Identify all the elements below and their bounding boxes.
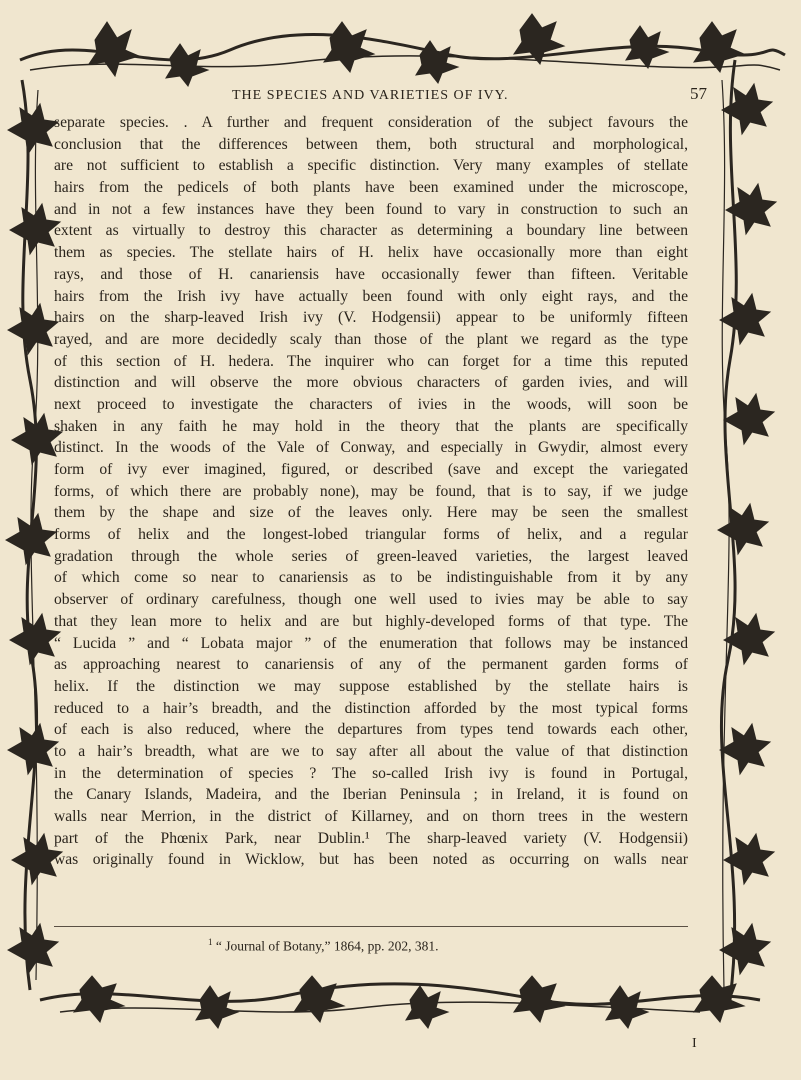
text-line: hairs from the pedicels of both plants have been examined under the microscope, — [54, 179, 688, 197]
text-line: extent as virtually to destroy this character as determining a boundary line between — [54, 222, 688, 240]
text-line: shaken in any faith he may hold in the theory that the plants are specifically — [54, 417, 688, 435]
footnote-text: “ Journal of Botany,” 1864, pp. 202, 381. — [215, 938, 439, 954]
text-line: as approaching nearest to canariensis of any of the permanent garden forms of — [54, 656, 688, 674]
footnote-marker: 1 — [208, 937, 213, 947]
text-line: forms, of which there are probably none), may be found, that is to say, if we judge — [54, 482, 688, 500]
text-line: observer of ordinary carefulness, though one well used to ivies may be able to say — [54, 591, 688, 609]
text-line: next proceed to investigate the characters of ivies in the woods, will soon be — [54, 395, 688, 413]
text-line: hairs on the sharp-leaved Irish ivy (V. Hodgensii) appear to be uniformly fifteen — [54, 309, 688, 327]
body-text — [54, 112, 688, 871]
signature-mark: I — [692, 1036, 697, 1051]
page-number: 57 — [690, 84, 707, 103]
text-line: in the determination of species ? The so-called Irish ivy is found in Portugal, — [54, 764, 688, 782]
text-line: “ Lucida ” and “ Lobata major ” of the enumeration that follows may be instanced — [54, 634, 688, 652]
footnote — [208, 937, 438, 955]
text-line: form of ivy ever imagined, figured, or described (save and except the variegated — [54, 461, 688, 478]
text-line: of which come so near to canariensis as to be indistinguishable from it by any — [54, 569, 688, 587]
text-line: that they lean more to helix and are but highly-developed forms of that type. The — [54, 612, 688, 630]
running-head: THE SPECIES AND VARIETIES OF IVY. — [232, 88, 509, 103]
text-line: are not sufficient to establish a specific distinction. Very many examples of stellate — [54, 157, 688, 175]
text-line: of this section of H. hedera. The inquirer who can forget for a time this reputed — [54, 352, 688, 370]
footnote-rule — [54, 926, 688, 927]
text-line: them by the shape and size of the leaves only. Here may be seen the smallest — [54, 504, 688, 522]
text-line: helix. If the distinction we may suppose established by the stellate hairs is — [54, 677, 688, 695]
text-line: hairs from the Irish ivy have actually been found with only eight rays, and the — [54, 287, 688, 305]
text-line: rayed, and are more decidedly scaly than those of the plant we regard as the type — [54, 330, 688, 348]
text-line: distinction and will observe the more obvious characters of garden ivies, and will — [54, 374, 688, 392]
text-line: to a hair’s breadth, what are we to say after all about the value of that distinction — [54, 742, 688, 760]
text-line: the Canary Islands, Madeira, and the Iberian Peninsula ; in Ireland, it is found on — [54, 786, 688, 804]
text-line: distinct. In the woods of the Vale of Conway, and especially in Gwydir, almost every — [54, 439, 688, 457]
text-line: gradation through the whole series of green-leaved varieties, the largest leaved — [54, 547, 688, 565]
text-line: was originally found in Wicklow, but has been noted as occurring on walls near — [54, 851, 688, 869]
text-line: part of the Phœnix Park, near Dublin.¹ The sharp-leaved variety (V. Hodgensii) — [54, 829, 688, 847]
text-line: and in not a few instances have they been found to vary in construction to such an — [54, 200, 688, 218]
text-line: conclusion that the differences between them, both structural and morphological, — [54, 135, 688, 153]
text-line: forms of helix and the longest-lobed triangular forms of helix, and a regular — [54, 526, 688, 544]
text-line: them as species. The stellate hairs of H. helix have occasionally more than eight — [54, 244, 688, 262]
text-line: rays, and those of H. canariensis have occasionally fewer than fifteen. Veritable — [54, 265, 688, 283]
text-line: separate species. . A further and frequent consideration of the subject favours the — [54, 114, 688, 131]
text-line: reduced to a hair’s breadth, and the distinction afforded by the most typical forms — [54, 699, 688, 717]
text-line: of each is also reduced, where the departures from types tend towards each other, — [54, 721, 688, 739]
text-line: walls near Merrion, in the district of Killarney, and on thorn trees in the western — [54, 808, 688, 825]
